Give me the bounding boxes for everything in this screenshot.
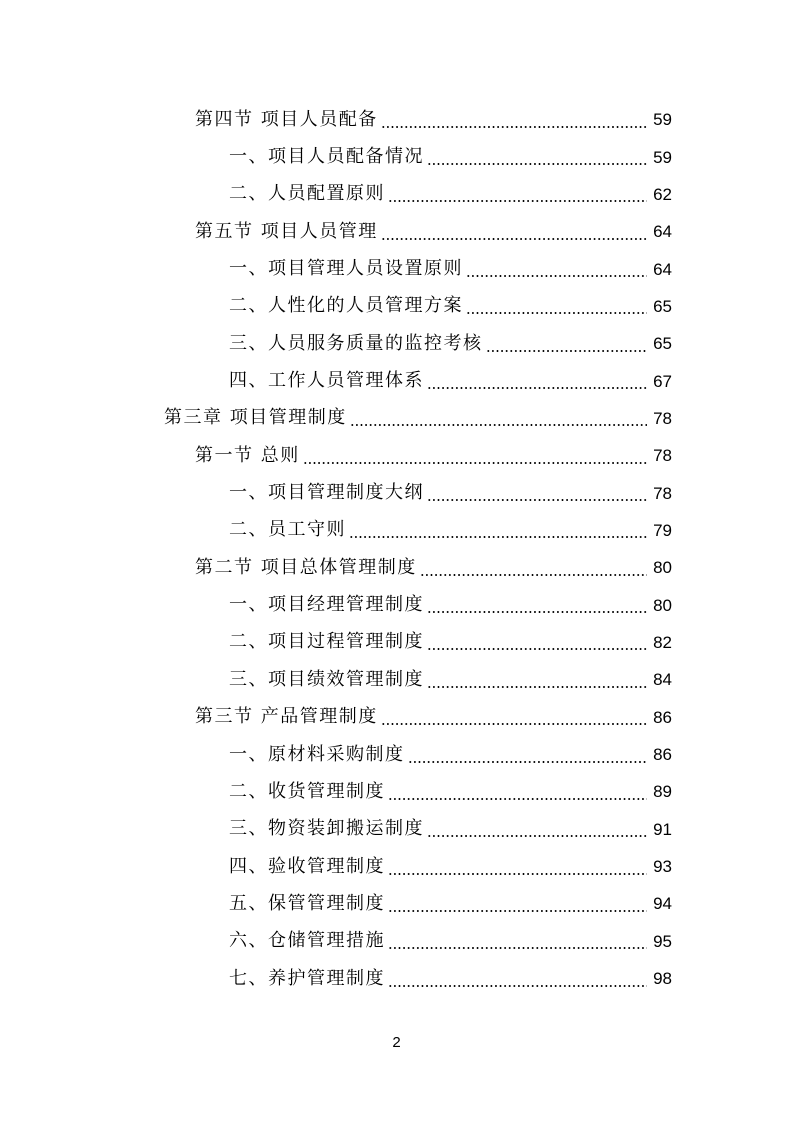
toc-entry[interactable] bbox=[0, 811, 793, 848]
toc-entry-page: 89 bbox=[653, 782, 672, 802]
toc-entry-page: 62 bbox=[653, 184, 672, 204]
toc-entry[interactable] bbox=[0, 960, 793, 997]
dot-leader bbox=[381, 111, 647, 129]
toc-entry-page: 78 bbox=[653, 408, 672, 428]
page-number: 2 bbox=[392, 1034, 401, 1051]
toc-entry-page: 95 bbox=[653, 931, 672, 951]
toc-entry[interactable] bbox=[0, 474, 793, 511]
toc-entry[interactable] bbox=[0, 586, 793, 623]
toc-entry-page: 65 bbox=[653, 334, 672, 354]
toc-entry-title: 第五节 项目人员管理 bbox=[195, 220, 378, 242]
toc-entry-title: 一、项目管理人员设置原则 bbox=[229, 258, 463, 280]
toc-entry-page: 80 bbox=[653, 595, 672, 615]
toc-entry-page: 91 bbox=[653, 819, 672, 839]
toc-entry-page: 67 bbox=[653, 371, 672, 391]
dot-leader bbox=[388, 783, 647, 801]
toc-entry[interactable] bbox=[0, 699, 793, 736]
toc-entry-title: 二、人员配置原则 bbox=[229, 183, 385, 205]
dot-leader bbox=[349, 521, 647, 539]
dot-leader bbox=[427, 484, 647, 502]
toc-entry[interactable] bbox=[0, 101, 793, 138]
toc-entry-page: 82 bbox=[653, 632, 672, 652]
dot-leader bbox=[420, 559, 647, 577]
toc-entry[interactable] bbox=[0, 213, 793, 250]
toc-entry-page: 78 bbox=[653, 446, 672, 466]
dot-leader bbox=[427, 633, 647, 651]
toc-entry[interactable] bbox=[0, 773, 793, 810]
toc-entry[interactable] bbox=[0, 512, 793, 549]
toc-entry-title: 二、收货管理制度 bbox=[229, 780, 385, 802]
toc-entry[interactable] bbox=[0, 848, 793, 885]
dot-leader bbox=[388, 932, 647, 950]
dot-leader bbox=[350, 409, 647, 427]
toc-entry-page: 64 bbox=[653, 259, 672, 279]
toc-entry-page: 65 bbox=[653, 296, 672, 316]
toc-entry-title: 四、验收管理制度 bbox=[229, 855, 385, 877]
toc-entry[interactable] bbox=[0, 736, 793, 773]
toc-entry-title: 二、员工守则 bbox=[229, 519, 346, 541]
toc-entry-title: 二、项目过程管理制度 bbox=[229, 631, 424, 653]
dot-leader bbox=[388, 970, 647, 988]
toc-entry[interactable] bbox=[0, 661, 793, 698]
toc-entry-title: 第四节 项目人员配备 bbox=[195, 108, 378, 130]
dot-leader bbox=[427, 148, 647, 166]
toc-entry[interactable] bbox=[0, 885, 793, 922]
toc-entry-page: 79 bbox=[653, 520, 672, 540]
toc-entry-title: 第一节 总则 bbox=[195, 444, 300, 466]
toc-entry-title: 五、保管管理制度 bbox=[229, 892, 385, 914]
toc-entry-title: 二、人性化的人员管理方案 bbox=[229, 295, 463, 317]
toc-entry-title: 第二节 项目总体管理制度 bbox=[195, 556, 417, 578]
toc-entry-title: 四、工作人员管理体系 bbox=[229, 370, 424, 392]
toc-entry[interactable] bbox=[0, 138, 793, 175]
toc-entry-title: 第三节 产品管理制度 bbox=[195, 706, 378, 728]
toc-entry-title: 第三章 项目管理制度 bbox=[164, 407, 347, 429]
toc-entry-page: 86 bbox=[653, 745, 672, 765]
dot-leader bbox=[486, 335, 648, 353]
toc-entry[interactable] bbox=[0, 325, 793, 362]
dot-leader bbox=[381, 708, 647, 726]
toc-entry-page: 86 bbox=[653, 707, 672, 727]
dot-leader bbox=[466, 260, 647, 278]
dot-leader bbox=[408, 746, 648, 764]
toc-entry-page: 78 bbox=[653, 483, 672, 503]
toc-entry[interactable] bbox=[0, 400, 793, 437]
dot-leader bbox=[388, 858, 647, 876]
toc-entry-title: 一、项目人员配备情况 bbox=[229, 146, 424, 168]
toc-entry-title: 一、项目管理制度大纲 bbox=[229, 482, 424, 504]
dot-leader bbox=[381, 223, 647, 241]
toc-entry-page: 84 bbox=[653, 670, 672, 690]
toc-entry[interactable] bbox=[0, 288, 793, 325]
toc-entry[interactable] bbox=[0, 176, 793, 213]
toc-entry[interactable] bbox=[0, 437, 793, 474]
table-of-contents bbox=[0, 101, 793, 997]
toc-entry-page: 64 bbox=[653, 222, 672, 242]
toc-entry[interactable] bbox=[0, 923, 793, 960]
toc-entry[interactable] bbox=[0, 250, 793, 287]
toc-entry[interactable] bbox=[0, 549, 793, 586]
toc-entry-page: 98 bbox=[653, 969, 672, 989]
toc-entry-page: 94 bbox=[653, 894, 672, 914]
toc-entry[interactable] bbox=[0, 624, 793, 661]
toc-entry-title: 七、养护管理制度 bbox=[229, 967, 385, 989]
dot-leader bbox=[427, 671, 647, 689]
toc-entry-page: 93 bbox=[653, 857, 672, 877]
toc-entry-page: 59 bbox=[653, 147, 672, 167]
toc-entry-page: 59 bbox=[653, 110, 672, 130]
toc-entry-page: 80 bbox=[653, 558, 672, 578]
dot-leader bbox=[388, 895, 647, 913]
toc-entry-title: 三、物资装卸搬运制度 bbox=[229, 818, 424, 840]
dot-leader bbox=[427, 820, 647, 838]
dot-leader bbox=[388, 185, 647, 203]
toc-entry-title: 三、人员服务质量的监控考核 bbox=[229, 332, 483, 354]
toc-entry-title: 六、仓储管理措施 bbox=[229, 930, 385, 952]
toc-entry[interactable] bbox=[0, 362, 793, 399]
dot-leader bbox=[466, 297, 647, 315]
dot-leader bbox=[427, 372, 647, 390]
toc-entry-title: 一、原材料采购制度 bbox=[229, 743, 405, 765]
toc-entry-title: 三、项目绩效管理制度 bbox=[229, 668, 424, 690]
toc-entry-title: 一、项目经理管理制度 bbox=[229, 594, 424, 616]
dot-leader bbox=[427, 596, 647, 614]
dot-leader bbox=[303, 447, 647, 465]
